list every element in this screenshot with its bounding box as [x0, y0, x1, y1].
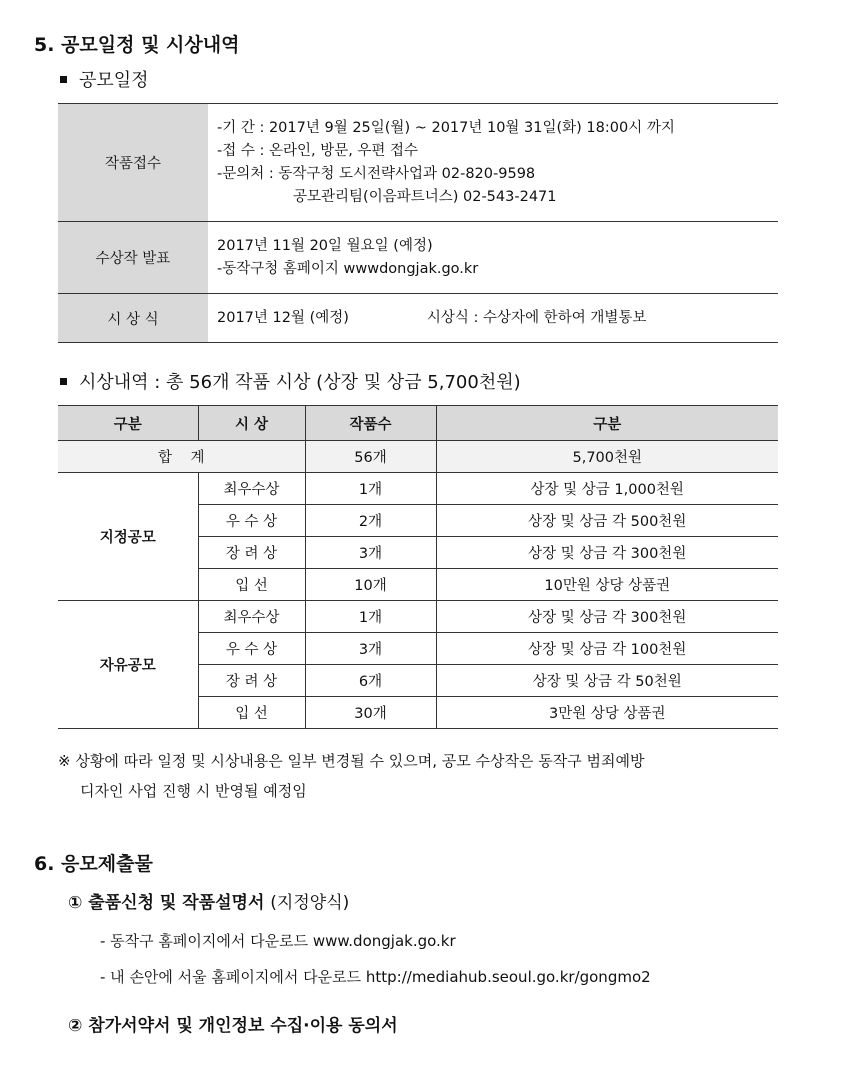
- schedule-row-ceremony: [58, 294, 778, 343]
- announcement-date: 2017년 11월 20일 월요일 (예정): [217, 237, 433, 254]
- item-1-title: [68, 888, 349, 913]
- square-bullet-icon: [60, 76, 67, 83]
- header-category: 구분: [58, 406, 198, 441]
- download-link-seoul[interactable]: - 내 손안에 서울 홈페이지에서 다운로드 http://mediahub.seoul.go.kr/gongmo2: [100, 968, 651, 986]
- square-bullet-icon: [60, 378, 67, 385]
- award-name: 최우수상: [198, 473, 305, 505]
- award-count: 30개: [305, 697, 436, 729]
- award-name: 우 수 상: [198, 633, 305, 665]
- awards-table: [58, 405, 778, 729]
- awards-header-row: [58, 406, 778, 441]
- award-count: 3개: [305, 537, 436, 569]
- item-2-title: ② 참가서약서 및 개인정보 수집·이용 동의서: [68, 1016, 398, 1036]
- schedule-row-announcement: [58, 222, 778, 294]
- award-name: 우 수 상: [198, 505, 305, 537]
- award-name: 장 려 상: [198, 537, 305, 569]
- awards-heading: [60, 368, 521, 394]
- award-prize: 상장 및 상금 각 300천원: [436, 601, 778, 633]
- schedule-content: [208, 104, 778, 222]
- ceremony-date: 2017년 12월 (예정): [217, 309, 349, 326]
- award-prize: 상장 및 상금 각 50천원: [436, 665, 778, 697]
- total-count: 56개: [305, 441, 436, 473]
- award-count: 1개: [305, 473, 436, 505]
- table-row: [58, 601, 778, 633]
- award-name: 입 선: [198, 697, 305, 729]
- schedule-label: 작품접수: [58, 104, 208, 222]
- section-5-title: 5. 공모일정 및 시상내역: [34, 34, 240, 56]
- header-count: 작품수: [305, 406, 436, 441]
- total-prize: 5,700천원: [436, 441, 778, 473]
- submission-method: -접 수 : 온라인, 방문, 우편 접수: [217, 142, 419, 159]
- contact-line-2: 공모관리팀(이음파트너스) 02-543-2471: [293, 188, 557, 205]
- header-prize: 구분: [436, 406, 778, 441]
- table-row: [58, 473, 778, 505]
- schedule-label: 수상작 발표: [58, 222, 208, 294]
- award-name: 장 려 상: [198, 665, 305, 697]
- awards-total-row: [58, 441, 778, 473]
- award-name: 최우수상: [198, 601, 305, 633]
- schedule-heading-text: 공모일정: [79, 70, 149, 91]
- schedule-heading: [60, 66, 149, 92]
- schedule-content: [208, 222, 778, 294]
- award-prize: 상장 및 상금 각 100천원: [436, 633, 778, 665]
- schedule-label: 시 상 식: [58, 294, 208, 343]
- award-prize: 10만원 상당 상품권: [436, 569, 778, 601]
- download-link-dongjak[interactable]: - 동작구 홈페이지에서 다운로드 www.dongjak.go.kr: [100, 932, 456, 950]
- awards-heading-text: 시상내역 : 총 56개 작품 시상 (상장 및 상금 5,700천원): [79, 372, 521, 393]
- award-prize: 상장 및 상금 각 500천원: [436, 505, 778, 537]
- change-notice-line-1: ※ 상황에 따라 일정 및 시상내용은 일부 변경될 수 있으며, 공모 수상작은 동작구 범죄예방: [58, 752, 645, 770]
- award-count: 1개: [305, 601, 436, 633]
- change-notice-line-2: 디자인 사업 진행 시 반영될 예정임: [80, 782, 307, 800]
- section-6-title: 6. 응모제출물: [34, 853, 153, 875]
- award-prize: 상장 및 상금 각 300천원: [436, 537, 778, 569]
- award-count: 10개: [305, 569, 436, 601]
- item-1-title-note: (지정양식): [270, 893, 350, 913]
- schedule-table: [58, 103, 778, 343]
- group-name-designated: 지정공모: [58, 473, 198, 601]
- ceremony-note: 시상식 : 수상자에 한하여 개별통보: [426, 309, 647, 326]
- award-count: 6개: [305, 665, 436, 697]
- total-label: 합 계: [58, 441, 305, 473]
- award-count: 3개: [305, 633, 436, 665]
- contact-line-1: -문의처 : 동작구청 도시전략사업과 02-820-9598: [217, 165, 536, 182]
- schedule-content: [208, 294, 778, 343]
- schedule-row-submission: [58, 104, 778, 222]
- award-prize: 상장 및 상금 1,000천원: [436, 473, 778, 505]
- item-1-title-bold: ① 출품신청 및 작품설명서: [68, 893, 265, 913]
- header-award: 시 상: [198, 406, 305, 441]
- award-prize: 3만원 상당 상품권: [436, 697, 778, 729]
- announcement-site: -동작구청 홈페이지 wwwdongjak.go.kr: [217, 260, 479, 277]
- submission-period: -기 간 : 2017년 9월 25일(월) ~ 2017년 10월 31일(화) 18:00시 까지: [217, 119, 675, 136]
- award-name: 입 선: [198, 569, 305, 601]
- group-name-open: 자유공모: [58, 601, 198, 729]
- change-notice: [58, 746, 644, 806]
- award-count: 2개: [305, 505, 436, 537]
